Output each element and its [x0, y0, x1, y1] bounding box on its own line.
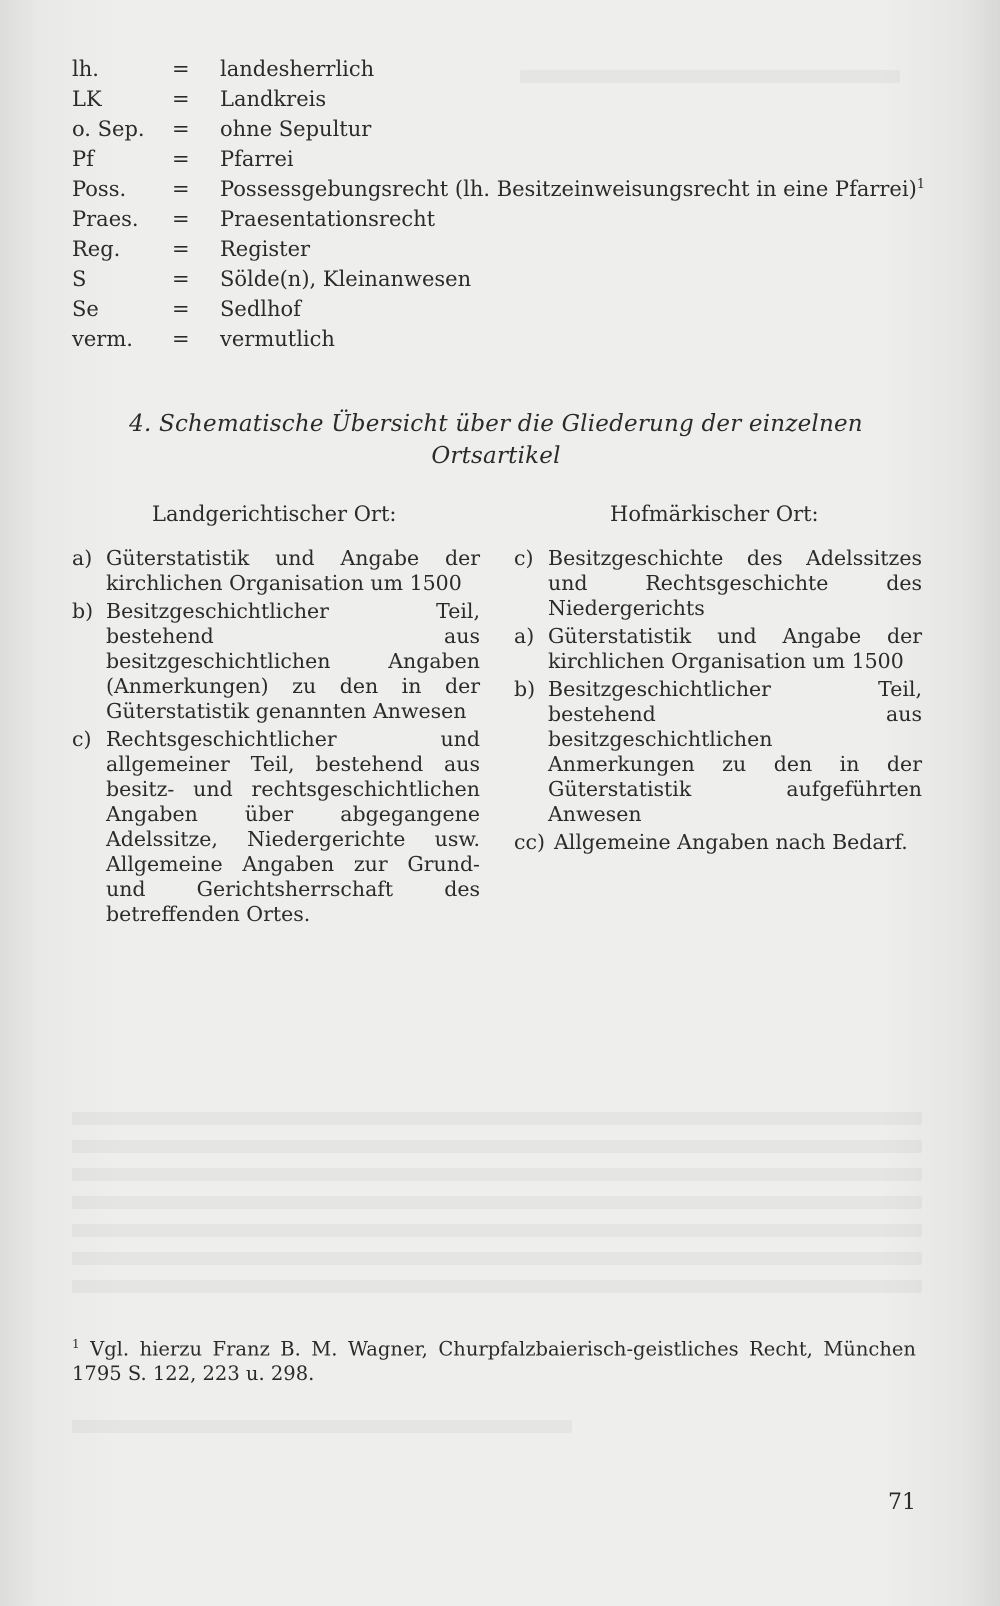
abbreviation-value: Sölde(n), Kleinanwesen [220, 267, 472, 291]
section-heading-line-1: 4. Schematische Übersicht über die Gliederung der einzelnen [129, 411, 863, 437]
abbreviation-value: Praesentationsrecht [220, 207, 436, 231]
abbreviation-key: Se [72, 297, 99, 321]
abbreviation-key: S [72, 267, 87, 291]
abbreviation-key: Poss. [72, 177, 127, 201]
abbreviation-key: Praes. [72, 207, 139, 231]
footnote [72, 1332, 916, 1386]
right-column-heading: Hofmärkischer Ort: [610, 502, 819, 526]
item-text: Besitzgeschichtlicher Teil, bestehend aus besitzgeschichtlichen Anmerkungen zu den in der Güterstatistik aufgeführten Anwesen [548, 677, 922, 826]
equals-sign: = [172, 177, 190, 201]
equals-sign: = [172, 57, 190, 81]
abbreviation-row [72, 234, 925, 264]
abbreviation-key: lh. [72, 57, 99, 81]
abbreviation-value: Pfarrei [220, 147, 294, 171]
item-text: Güterstatistik und Angabe der kirchlichen Organisation um 1500 [106, 546, 480, 595]
item-label: b) [72, 599, 94, 623]
list-item [72, 599, 480, 724]
abbreviation-value [220, 177, 925, 201]
abbreviation-value: vermutlich [220, 327, 335, 351]
item-text: Allgemeine Angaben nach Bedarf. [554, 830, 908, 854]
item-label: b) [514, 677, 536, 701]
equals-sign: = [172, 87, 190, 111]
right-column [514, 546, 922, 858]
abbreviation-key: Pf [72, 147, 94, 171]
item-label: a) [514, 624, 535, 648]
abbreviation-row [72, 84, 925, 114]
abbreviation-value: ohne Sepultur [220, 117, 372, 141]
equals-sign: = [172, 117, 190, 141]
item-label: cc) [514, 830, 545, 854]
list-item [514, 677, 922, 827]
abbreviation-row [72, 54, 925, 84]
abbreviation-row [72, 324, 925, 354]
abbreviation-value-text: Possessgebungsrecht (lh. Besitzeinweisungsrecht in eine Pfarrei) [220, 177, 917, 201]
abbreviation-value: landesherrlich [220, 57, 375, 81]
item-label: c) [514, 546, 534, 570]
abbreviation-key: Reg. [72, 237, 121, 261]
abbreviation-row [72, 144, 925, 174]
abbreviation-key: LK [72, 87, 102, 111]
list-item [72, 727, 480, 927]
abbreviation-value: Sedlhof [220, 297, 301, 321]
abbreviation-value: Landkreis [220, 87, 327, 111]
list-item [72, 546, 480, 596]
left-column-heading: Landgerichtischer Ort: [152, 502, 397, 526]
abbreviation-row [72, 264, 925, 294]
abbreviation-list [72, 54, 925, 354]
item-text: Besitzgeschichte des Adelssitzes und Rechtsgeschichte des Niedergerichts [548, 546, 922, 620]
equals-sign: = [172, 237, 190, 261]
equals-sign: = [172, 327, 190, 351]
abbreviation-key: o. Sep. [72, 117, 145, 141]
section-heading-line-2: Ortsartikel [431, 443, 561, 469]
equals-sign: = [172, 297, 190, 321]
abbreviation-key: verm. [72, 327, 133, 351]
equals-sign: = [172, 147, 190, 171]
page-number: 71 [888, 1490, 916, 1515]
footnote-text: Vgl. hierzu Franz B. M. Wagner, Churpfalzbaierisch-geistliches Recht, München 1795 S. 122, 223 u. 298. [72, 1337, 916, 1385]
list-item [514, 830, 922, 855]
list-item [514, 546, 922, 621]
left-column [72, 546, 480, 930]
footnote-reference: 1 [916, 177, 926, 192]
abbreviation-row [72, 114, 925, 144]
footnote-marker: 1 [72, 1337, 80, 1351]
item-text: Rechtsgeschichtlicher und allgemeiner Teil, bestehend aus besitz- und rechtsgeschichtlichen Angaben über abgegangene Adelssitze, Niedergerichte usw. Allgemeine Angaben zur Grund- und Gerichtsherrschaft des betreffenden Ortes. [106, 727, 480, 926]
equals-sign: = [172, 207, 190, 231]
equals-sign: = [172, 267, 190, 291]
item-text: Besitzgeschichtlicher Teil, bestehend aus besitzgeschichtlichen Angaben (Anmerkungen) zu den in der Güterstatistik genannten Anwesen [106, 599, 480, 723]
abbreviation-row [72, 204, 925, 234]
abbreviation-value: Register [220, 237, 311, 261]
section-heading [96, 408, 896, 472]
list-item [514, 624, 922, 674]
abbreviation-row [72, 174, 925, 204]
item-label: c) [72, 727, 92, 751]
abbreviation-row [72, 294, 925, 324]
item-text: Güterstatistik und Angabe der kirchlichen Organisation um 1500 [548, 624, 922, 673]
item-label: a) [72, 546, 93, 570]
